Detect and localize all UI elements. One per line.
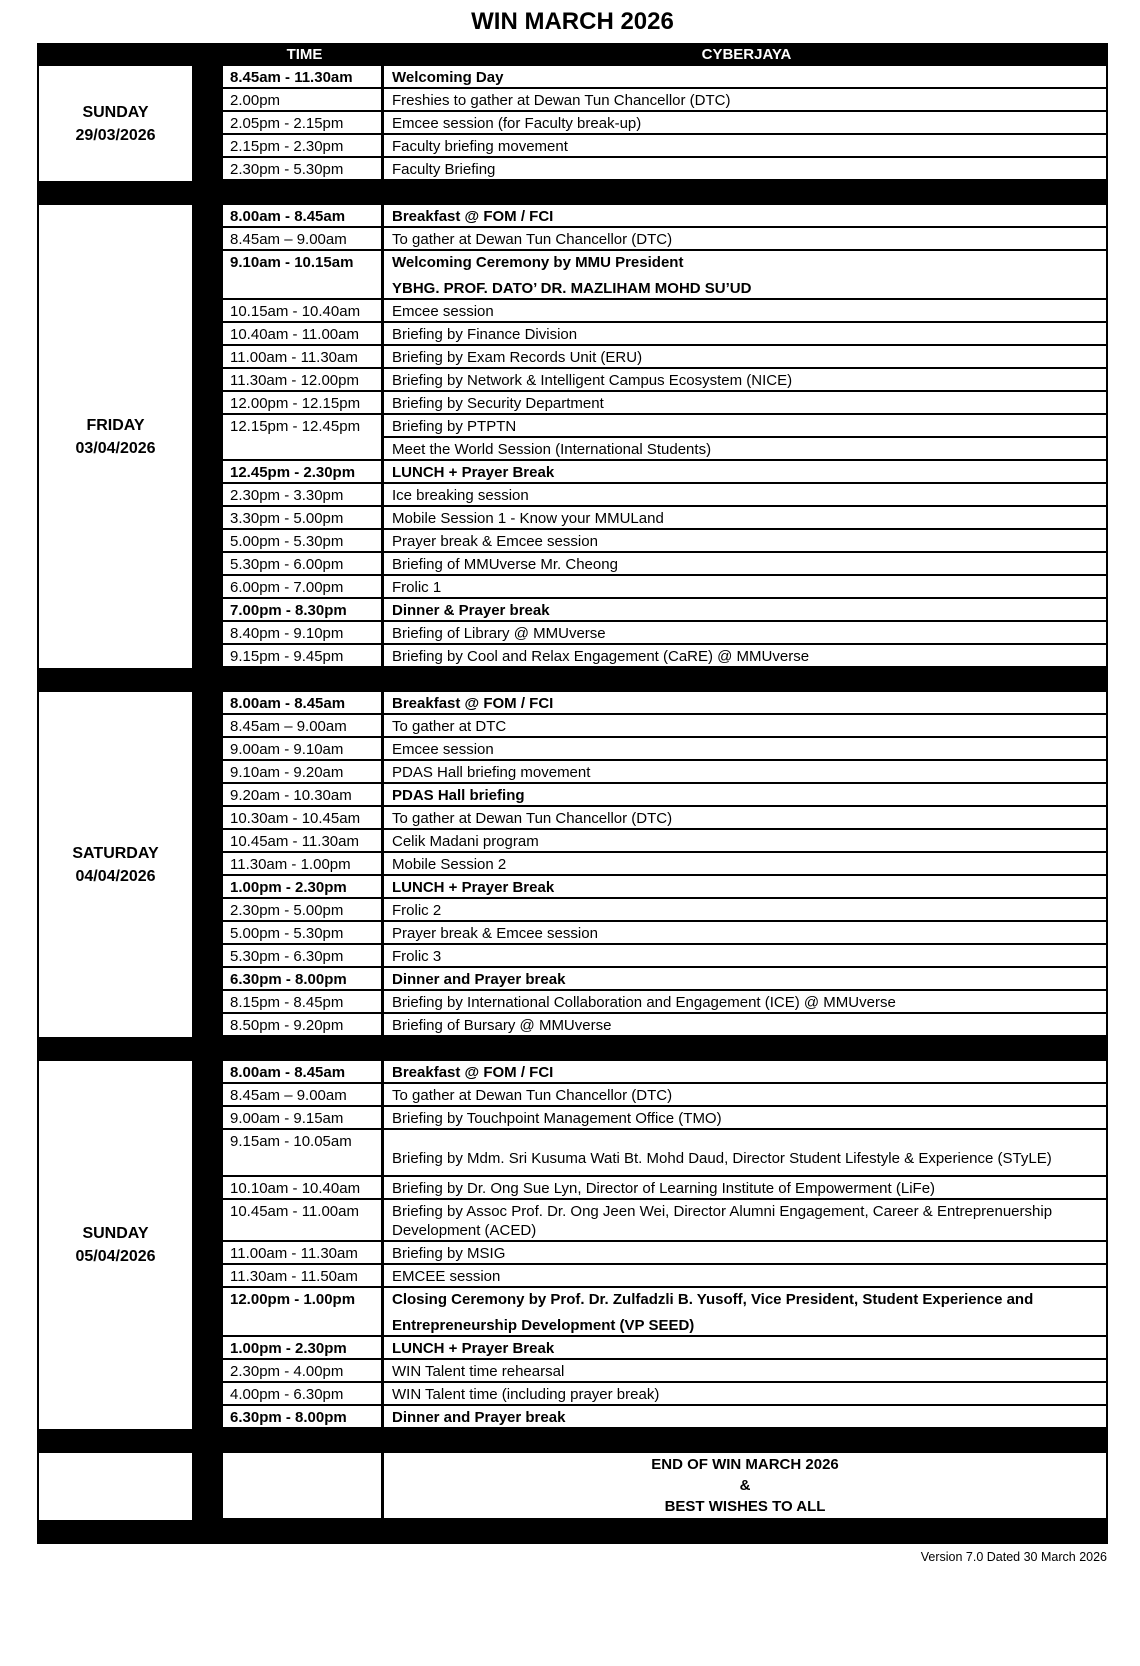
event-cell: Briefing by Mdm. Sri Kusuma Wati Bt. Mohd Daud, Director Student Lifestyle & Experience (STyLE) bbox=[392, 1150, 1052, 1167]
column-header-time: TIME bbox=[286, 46, 323, 63]
event-cell: Briefing of Bursary @ MMUverse bbox=[392, 1017, 612, 1034]
event-cell: LUNCH + Prayer Break bbox=[392, 1340, 555, 1357]
schedule-row bbox=[223, 530, 1106, 553]
schedule-row bbox=[223, 251, 1106, 300]
event-cell: Briefing by Exam Records Unit (ERU) bbox=[392, 349, 643, 366]
time-cell: 2.30pm - 5.30pm bbox=[223, 158, 384, 179]
column-separator bbox=[192, 1061, 223, 1429]
event-cell: Celik Madani program bbox=[392, 833, 539, 850]
time-cell: 8.15pm - 8.45pm bbox=[223, 991, 384, 1012]
day-section bbox=[37, 205, 1108, 668]
time-cell: 2.05pm - 2.15pm bbox=[223, 112, 384, 133]
schedule-row bbox=[223, 415, 1106, 461]
event-cell: LUNCH + Prayer Break bbox=[392, 879, 555, 896]
event-line: Closing Ceremony by Prof. Dr. Zulfadzli B. Yusoff, Vice President, Student Experience and bbox=[392, 1291, 1034, 1308]
event-cell: Breakfast @ FOM / FCI bbox=[392, 1064, 554, 1081]
schedule-table bbox=[37, 43, 1108, 1564]
footer-version: Version 7.0 Dated 30 March 2026 bbox=[920, 1550, 1107, 1564]
time-cell: 12.15pm - 12.45pm bbox=[223, 415, 384, 459]
schedule-row bbox=[223, 692, 1106, 715]
event-cell: Briefing by Network & Intelligent Campus Ecosystem (NICE) bbox=[392, 372, 793, 389]
event-cell: Briefing of Library @ MMUverse bbox=[392, 625, 606, 642]
schedule-row bbox=[223, 461, 1106, 484]
closing-line: BEST WISHES TO ALL bbox=[664, 1498, 826, 1515]
event-cell: To gather at DTC bbox=[392, 718, 507, 735]
day-label: 03/04/2026 bbox=[75, 439, 156, 457]
schedule-row bbox=[223, 1061, 1106, 1084]
schedule-row bbox=[223, 645, 1106, 668]
event-cell: Prayer break & Emcee session bbox=[392, 925, 598, 942]
time-cell: 8.00am - 8.45am bbox=[223, 1061, 384, 1082]
closing-line: END OF WIN MARCH 2026 bbox=[651, 1456, 839, 1473]
schedule-row bbox=[223, 945, 1106, 968]
schedule-row bbox=[223, 300, 1106, 323]
time-cell: 12.00pm - 12.15pm bbox=[223, 392, 384, 413]
time-cell: 8.00am - 8.45am bbox=[223, 205, 384, 226]
schedule-row bbox=[223, 899, 1106, 922]
event-cell: Briefing of MMUverse Mr. Cheong bbox=[392, 556, 618, 573]
time-cell: 10.40am - 11.00am bbox=[223, 323, 384, 344]
column-separator bbox=[192, 1453, 223, 1520]
schedule-row bbox=[223, 830, 1106, 853]
column-separator bbox=[192, 692, 223, 1037]
time-cell: 8.00am - 8.45am bbox=[223, 692, 384, 713]
schedule-row bbox=[223, 715, 1106, 738]
closing-time-cell bbox=[223, 1453, 384, 1518]
time-cell: 4.00pm - 6.30pm bbox=[223, 1383, 384, 1404]
schedule-row bbox=[223, 576, 1106, 599]
day-section bbox=[37, 66, 1108, 181]
event-cell: Mobile Session 2 bbox=[392, 856, 507, 873]
event-line: Welcoming Ceremony by MMU President bbox=[392, 254, 684, 271]
section-divider-bar bbox=[37, 668, 1108, 692]
schedule-row bbox=[223, 853, 1106, 876]
time-cell: 8.45am – 9.00am bbox=[223, 228, 384, 249]
time-cell: 5.30pm - 6.00pm bbox=[223, 553, 384, 574]
schedule-row bbox=[223, 1288, 1106, 1337]
event-cell: Dinner and Prayer break bbox=[392, 971, 566, 988]
time-cell: 5.30pm - 6.30pm bbox=[223, 945, 384, 966]
day-label: SATURDAY bbox=[72, 844, 159, 862]
event-cell: WIN Talent time (including prayer break) bbox=[392, 1386, 660, 1403]
section-divider-bar bbox=[37, 1037, 1108, 1061]
schedule-row bbox=[223, 228, 1106, 251]
event-cell: Faculty briefing movement bbox=[392, 138, 568, 155]
schedule-row bbox=[223, 876, 1106, 899]
closing-row bbox=[223, 1453, 1106, 1520]
closing-note bbox=[384, 1453, 1106, 1518]
event-cell: Freshies to gather at Dewan Tun Chancellor (DTC) bbox=[392, 92, 731, 109]
event-cell: Emcee session bbox=[392, 303, 494, 320]
schedule-row bbox=[223, 158, 1106, 181]
event-cell bbox=[384, 1288, 1106, 1335]
time-cell: 7.00pm - 8.30pm bbox=[223, 599, 384, 620]
schedule-row bbox=[223, 1360, 1106, 1383]
schedule-row bbox=[223, 484, 1106, 507]
time-cell: 11.30am - 11.50am bbox=[223, 1265, 384, 1286]
time-cell: 1.00pm - 2.30pm bbox=[223, 1337, 384, 1358]
event-cell: Frolic 1 bbox=[392, 579, 442, 596]
event-cell: WIN Talent time rehearsal bbox=[392, 1363, 565, 1380]
time-cell: 2.00pm bbox=[223, 89, 384, 110]
event-subcell: Meet the World Session (International Students) bbox=[384, 436, 1106, 459]
event-cell: Emcee session bbox=[392, 741, 494, 758]
time-cell: 6.30pm - 8.00pm bbox=[223, 1406, 384, 1427]
event-cell: Briefing by Finance Division bbox=[392, 326, 578, 343]
day-cell bbox=[39, 692, 192, 1037]
day-label: 29/03/2026 bbox=[75, 126, 156, 144]
column-header-location: CYBERJAYA bbox=[701, 46, 792, 63]
time-cell: 1.00pm - 2.30pm bbox=[223, 876, 384, 897]
day-cell bbox=[39, 205, 192, 668]
schedule-row bbox=[223, 968, 1106, 991]
event-line: Entrepreneurship Development (VP SEED) bbox=[392, 1317, 695, 1334]
event-cell: To gather at Dewan Tun Chancellor (DTC) bbox=[392, 1087, 673, 1104]
schedule-row bbox=[223, 922, 1106, 945]
day-label: 04/04/2026 bbox=[75, 867, 156, 885]
time-cell: 12.45pm - 2.30pm bbox=[223, 461, 384, 482]
time-cell: 10.15am - 10.40am bbox=[223, 300, 384, 321]
event-cell: Briefing by International Collaboration and Engagement (ICE) @ MMUverse bbox=[392, 994, 896, 1011]
event-cell: To gather at Dewan Tun Chancellor (DTC) bbox=[392, 810, 673, 827]
event-cell: To gather at Dewan Tun Chancellor (DTC) bbox=[392, 231, 673, 248]
event-cell: Briefing by Dr. Ong Sue Lyn, Director of Learning Institute of Empowerment (LiFe) bbox=[392, 1180, 936, 1197]
schedule-row bbox=[223, 1383, 1106, 1406]
schedule-row bbox=[223, 1406, 1106, 1429]
schedule-row bbox=[223, 553, 1106, 576]
schedule-row bbox=[223, 323, 1106, 346]
day-label: SUNDAY bbox=[82, 1225, 149, 1242]
event-cell: Emcee session (for Faculty break-up) bbox=[392, 115, 642, 132]
time-cell: 8.45am – 9.00am bbox=[223, 1084, 384, 1105]
time-cell: 11.30am - 12.00pm bbox=[223, 369, 384, 390]
schedule-row bbox=[223, 738, 1106, 761]
time-cell: 9.10am - 10.15am bbox=[223, 251, 384, 298]
time-cell: 9.00am - 9.15am bbox=[223, 1107, 384, 1128]
event-cell: Mobile Session 1 - Know your MMULand bbox=[392, 510, 664, 527]
event-cell: Frolic 3 bbox=[392, 948, 442, 965]
bottom-divider-bar bbox=[37, 1520, 1108, 1544]
event-cell: Dinner & Prayer break bbox=[392, 602, 550, 619]
schedule-row bbox=[223, 807, 1106, 830]
day-cell bbox=[39, 66, 192, 181]
schedule-row bbox=[223, 89, 1106, 112]
event-cell: Ice breaking session bbox=[392, 487, 529, 504]
sections-container bbox=[37, 66, 1108, 1453]
time-cell: 9.15pm - 9.45pm bbox=[223, 645, 384, 666]
page-title: WIN MARCH 2026 bbox=[471, 8, 674, 35]
time-cell: 6.00pm - 7.00pm bbox=[223, 576, 384, 597]
schedule-row bbox=[223, 599, 1106, 622]
time-cell: 3.30pm - 5.00pm bbox=[223, 507, 384, 528]
rows-wrap bbox=[223, 66, 1108, 181]
event-cell: Dinner and Prayer break bbox=[392, 1409, 566, 1426]
event-cell: Briefing by Security Department bbox=[392, 395, 604, 412]
schedule-row bbox=[223, 1177, 1106, 1200]
schedule-row bbox=[223, 1130, 1106, 1177]
event-cell: PDAS Hall briefing movement bbox=[392, 764, 591, 781]
column-separator bbox=[192, 66, 223, 181]
schedule-row bbox=[223, 784, 1106, 807]
time-cell: 11.30am - 1.00pm bbox=[223, 853, 384, 874]
closing-line: & bbox=[739, 1477, 751, 1494]
day-label: FRIDAY bbox=[86, 416, 145, 434]
schedule-row bbox=[223, 1337, 1106, 1360]
time-cell: 8.50pm - 9.20pm bbox=[223, 1014, 384, 1035]
event-cell: Briefing by Touchpoint Management Office (TMO) bbox=[392, 1110, 722, 1127]
column-separator bbox=[192, 205, 223, 668]
time-cell: 9.10am - 9.20am bbox=[223, 761, 384, 782]
time-cell: 10.10am - 10.40am bbox=[223, 1177, 384, 1198]
event-cell: Briefing by Assoc Prof. Dr. Ong Jeen Wei, Director Alumni Engagement, Career & Entreprenuership Development (ACED) bbox=[392, 1203, 1053, 1239]
day-label: SUNDAY bbox=[82, 103, 149, 121]
event-cell: Briefing by MSIG bbox=[392, 1245, 506, 1262]
schedule-row bbox=[223, 112, 1106, 135]
closing-section bbox=[37, 1453, 1108, 1520]
schedule-row bbox=[223, 1084, 1106, 1107]
section-divider-bar bbox=[37, 1429, 1108, 1453]
schedule-row bbox=[223, 392, 1106, 415]
table-header bbox=[37, 43, 1108, 66]
event-cell: PDAS Hall briefing bbox=[392, 787, 525, 804]
time-cell: 2.30pm - 3.30pm bbox=[223, 484, 384, 505]
event-subrows bbox=[384, 415, 1106, 459]
schedule-row bbox=[223, 991, 1106, 1014]
time-cell: 8.40pm - 9.10pm bbox=[223, 622, 384, 643]
event-cell: EMCEE session bbox=[392, 1268, 501, 1285]
time-cell: 12.00pm - 1.00pm bbox=[223, 1288, 384, 1335]
day-section bbox=[37, 692, 1108, 1037]
time-cell: 6.30pm - 8.00pm bbox=[223, 968, 384, 989]
event-cell: LUNCH + Prayer Break bbox=[392, 464, 555, 481]
schedule-row bbox=[223, 1107, 1106, 1130]
time-cell: 5.00pm - 5.30pm bbox=[223, 530, 384, 551]
time-cell: 5.00pm - 5.30pm bbox=[223, 922, 384, 943]
event-cell: Briefing by Cool and Relax Engagement (CaRE) @ MMUverse bbox=[392, 648, 810, 665]
closing-rows bbox=[223, 1453, 1108, 1520]
schedule-row bbox=[223, 507, 1106, 530]
event-cell: Prayer break & Emcee session bbox=[392, 533, 598, 550]
time-cell: 2.30pm - 4.00pm bbox=[223, 1360, 384, 1381]
schedule-row bbox=[223, 622, 1106, 645]
rows-wrap bbox=[223, 692, 1108, 1037]
time-cell: 10.45am - 11.00am bbox=[223, 1200, 384, 1240]
schedule-row bbox=[223, 135, 1106, 158]
schedule-row bbox=[223, 66, 1106, 89]
day-section bbox=[37, 1061, 1108, 1429]
day-cell bbox=[39, 1061, 192, 1429]
time-cell: 9.15am - 10.05am bbox=[223, 1130, 384, 1175]
event-subcell: Briefing by PTPTN bbox=[392, 418, 517, 435]
time-cell: 11.00am - 11.30am bbox=[223, 346, 384, 367]
rows-wrap bbox=[223, 205, 1108, 668]
schedule-row bbox=[223, 761, 1106, 784]
schedule-row bbox=[223, 1265, 1106, 1288]
event-cell: Frolic 2 bbox=[392, 902, 442, 919]
time-cell: 8.45am - 11.30am bbox=[223, 66, 384, 87]
event-cell: Welcoming Day bbox=[392, 69, 504, 86]
schedule-page bbox=[0, 8, 1140, 1564]
schedule-row bbox=[223, 1242, 1106, 1265]
time-cell: 10.45am - 11.30am bbox=[223, 830, 384, 851]
time-cell: 2.30pm - 5.00pm bbox=[223, 899, 384, 920]
time-cell: 9.20am - 10.30am bbox=[223, 784, 384, 805]
schedule-row bbox=[223, 205, 1106, 228]
event-line: YBHG. PROF. DATO’ DR. MAZLIHAM MOHD SU’UD bbox=[392, 280, 752, 297]
time-cell: 11.00am - 11.30am bbox=[223, 1242, 384, 1263]
time-cell: 8.45am – 9.00am bbox=[223, 715, 384, 736]
time-cell: 9.00am - 9.10am bbox=[223, 738, 384, 759]
event-cell: Faculty Briefing bbox=[392, 161, 496, 178]
event-cell: Breakfast @ FOM / FCI bbox=[392, 208, 554, 225]
schedule-row bbox=[223, 346, 1106, 369]
rows-wrap bbox=[223, 1061, 1108, 1429]
day-label: 05/04/2026 bbox=[75, 1248, 156, 1265]
schedule-row bbox=[223, 369, 1106, 392]
closing-day-cell bbox=[39, 1453, 192, 1520]
schedule-row bbox=[223, 1200, 1106, 1242]
time-cell: 10.30am - 10.45am bbox=[223, 807, 384, 828]
section-divider-bar bbox=[37, 181, 1108, 205]
schedule-row bbox=[223, 1014, 1106, 1037]
event-cell: Breakfast @ FOM / FCI bbox=[392, 695, 554, 712]
time-cell: 2.15pm - 2.30pm bbox=[223, 135, 384, 156]
event-cell bbox=[384, 251, 1106, 298]
